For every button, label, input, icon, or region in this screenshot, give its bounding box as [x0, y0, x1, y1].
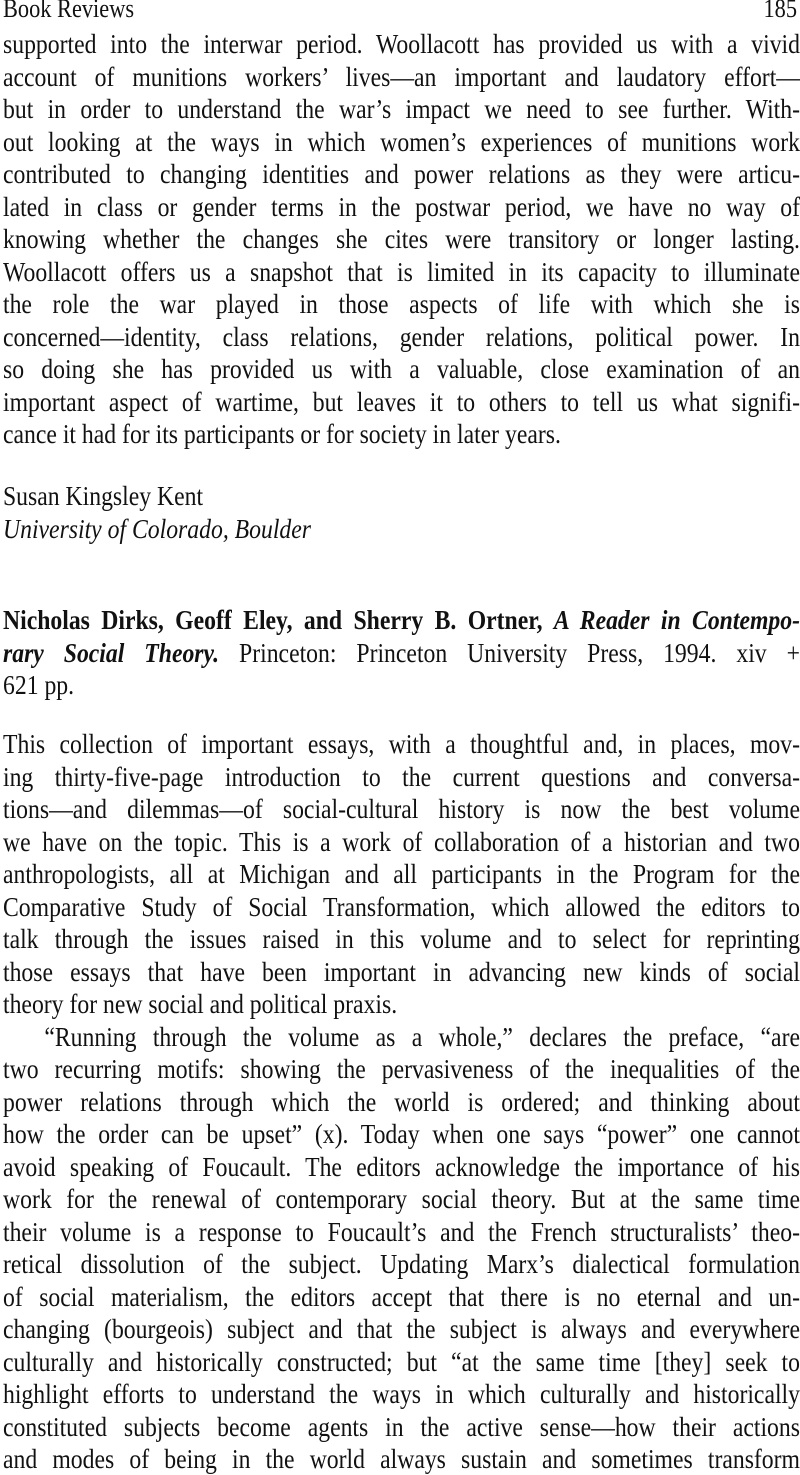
reviewer-name: Susan Kingsley Kent [3, 480, 204, 511]
text-line: important aspect of wartime, but leaves it to others to tell us what signifi- [3, 385, 800, 417]
text-line: of social materialism, the editors accept that there is no eternal and un- [3, 1280, 800, 1312]
text-line: culturally and historically constructed; but “at the same time [they] seek to [3, 1345, 800, 1377]
text-line: talk through the issues raised in this volume and to select for reprinting [3, 923, 800, 954]
text-line: changing (bourgeois) subject and that the subject is always and everywhere [3, 1313, 800, 1344]
book-title-cont: rary Social Theory. [3, 636, 220, 668]
publication-info: Princeton: Princeton University Press, 1994. xiv + [219, 636, 800, 668]
page-count: 621 pp. [3, 669, 75, 700]
text-line: contributed to changing identities and power relations as they were articu- [3, 158, 800, 189]
text-line: lated in class or gender terms in the postwar period, we have no way of [3, 190, 800, 222]
book-title: A Reader in Contempo- [553, 604, 800, 635]
text-line: tions—and dilemmas—of social-cultural history is now the best volume [3, 793, 800, 824]
text-line: ing thirty-five-page introduction to the current questions and conversa- [3, 760, 800, 792]
text-line: so doing she has provided us with a valuable, close examination of an [3, 353, 800, 384]
page-number: 185 [763, 0, 797, 23]
text-line: retical dissolution of the subject. Updating Marx’s dialectical formulation [3, 1248, 800, 1279]
reviewer-affiliation: University of Colorado, Boulder [3, 512, 312, 544]
text-line: account of munitions workers’ lives—an important and laudatory effort— [3, 60, 800, 92]
text-line: out looking at the ways in which women’s experiences of munitions work [3, 125, 800, 157]
running-head [3, 0, 797, 24]
section-title: Book Reviews [3, 0, 135, 23]
text-line: This collection of important essays, with a thoughtful and, in places, mov- [3, 728, 800, 759]
text-line: supported into the interwar period. Woollacott has provided us with a vivid [3, 28, 800, 59]
text-line: highlight efforts to understand the ways in which culturally and historically [3, 1378, 800, 1409]
text-line: two recurring motifs: showing the pervasiveness of the inequalities of the [3, 1053, 800, 1084]
text-line: but in order to understand the war’s impact we need to see further. With- [3, 93, 800, 124]
text-line: we have on the topic. This is a work of collaboration of a historian and two [3, 825, 800, 857]
text-line: the role the war played in those aspects of life with which she is [3, 288, 800, 319]
text-line: avoid speaking of Foucault. The editors acknowledge the importance of his [3, 1150, 800, 1182]
text-line: work for the renewal of contemporary social theory. But at the same time [3, 1183, 800, 1214]
text-line: anthropologists, all at Michigan and all participants in the Program for the [3, 858, 800, 889]
citation-line [3, 669, 800, 701]
text-line: how the order can be upset” (x). Today when one says “power” one cannot [3, 1118, 800, 1149]
text-line: Comparative Study of Social Transformation, which allowed the editors to [3, 890, 800, 922]
text-line: theory for new social and political praxis. [3, 988, 398, 1019]
text-line: knowing whether the changes she cites were transitory or longer lasting. [3, 223, 800, 254]
book-authors: Nicholas Dirks, Geoff Eley, and Sherry B. Ortner, [3, 604, 554, 635]
text-line: their volume is a response to Foucault’s and the French structuralists’ theo- [3, 1215, 800, 1247]
text-line: concerned—identity, class relations, gender relations, political power. In [3, 320, 800, 352]
text-line: those essays that have been important in advancing new kinds of social [3, 955, 800, 987]
text-line: Woollacott offers us a snapshot that is limited in its capacity to illuminate [3, 255, 800, 287]
text-line: cance it had for its participants or for society in later years. [3, 418, 561, 449]
text-line: constituted subjects become agents in the active sense—how their actions [3, 1410, 800, 1442]
text-line: and modes of being in the world always sustain and sometimes transform [3, 1443, 800, 1474]
citation-line [3, 604, 800, 636]
text-line: “Running through the volume as a whole,” declares the preface, “are [44, 1020, 800, 1052]
citation-line [3, 637, 800, 669]
text-line: power relations through which the world is ordered; and thinking about [3, 1085, 800, 1117]
